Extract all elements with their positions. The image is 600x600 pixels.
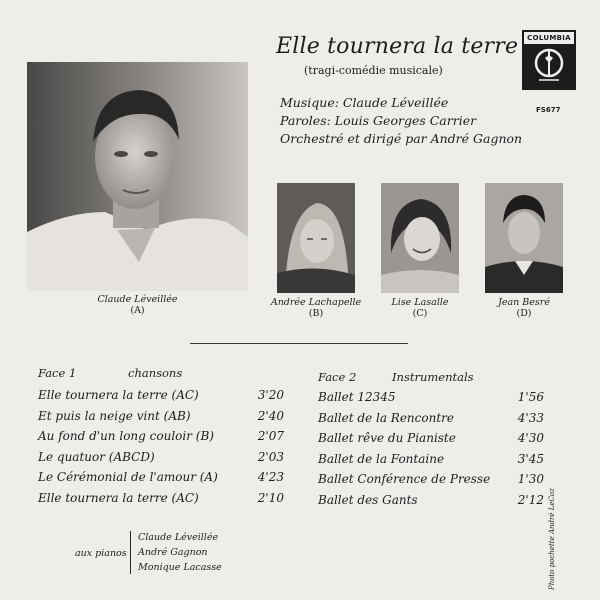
track-duration: 3'20: [257, 388, 284, 402]
track-row: [318, 408, 544, 429]
track-row: [38, 426, 284, 447]
label-name: COLUMBIA: [524, 32, 574, 44]
pianos-label: aux pianos: [75, 548, 127, 559]
divider-rule: [190, 343, 408, 344]
track-duration: 4'30: [517, 431, 544, 446]
track-row: [38, 406, 284, 427]
pianos-divider: [130, 531, 131, 574]
credit-music: Musique: Claude Léveillée: [280, 95, 449, 110]
side2-category: Instrumentals: [392, 370, 474, 384]
pianos-names: [138, 530, 222, 575]
track-title: Ballet Conférence de Presse: [318, 472, 491, 487]
track-row: [318, 469, 544, 490]
track-duration: 2'10: [257, 490, 284, 505]
caption-name: Andrée Lachapelle: [270, 297, 362, 308]
walking-eye-icon: [531, 46, 567, 84]
track-title: Et puis la neige vint (AB): [38, 408, 191, 423]
portrait-jean-besre: [485, 183, 563, 293]
track-row: [318, 490, 544, 511]
caption-letter: (D): [516, 308, 532, 319]
caption-name: Lise Lasalle: [391, 297, 449, 308]
track-duration: 2'07: [257, 429, 284, 444]
caption-cast-1: [262, 297, 370, 319]
track-title: Ballet de la Rencontre: [318, 410, 454, 425]
track-duration: 2'40: [257, 408, 284, 423]
side1-category: chansons: [128, 366, 183, 380]
track-title: Elle tournera la terre (AC): [38, 388, 199, 402]
catalog-number: FS677: [536, 106, 561, 114]
caption-cast-3: [470, 297, 578, 319]
track-title: Ballet 12345: [318, 390, 396, 404]
track-duration: 2'03: [257, 449, 284, 464]
columbia-logo: [522, 30, 576, 90]
track-title: Ballet de la Fontaine: [318, 451, 445, 466]
track-row: [38, 467, 284, 488]
album-subtitle: (tragi-comédie musicale): [304, 64, 443, 77]
track-row: [318, 449, 544, 470]
side2-tracklist: [318, 387, 544, 511]
portrait-andree-lachapelle: [277, 183, 355, 293]
track-duration: 2'12: [517, 492, 544, 507]
photo-credit: Photo pochette André LeCoz: [548, 488, 556, 590]
pianist-name: Monique Lacasse: [138, 562, 222, 573]
track-row: [38, 488, 284, 509]
portrait-claude-leveillee: [27, 62, 248, 291]
credit-lyrics: Paroles: Louis Georges Carrier: [280, 113, 477, 128]
track-title: Elle tournera la terre (AC): [38, 490, 199, 505]
track-title: Au fond d'un long couloir (B): [38, 429, 214, 444]
side2-face: Face 2: [318, 370, 357, 384]
track-row: [318, 428, 544, 449]
caption-cast-2: [368, 297, 472, 319]
track-duration: 4'23: [257, 470, 284, 485]
track-row: [38, 385, 284, 406]
track-duration: 3'45: [517, 451, 544, 466]
album-title: Elle tournera la terre: [276, 34, 519, 59]
caption-letter: (A): [130, 305, 145, 316]
track-title: Le Cérémonial de l'amour (A): [38, 470, 218, 485]
caption-main: [27, 294, 248, 316]
side1-tracklist: [38, 385, 284, 509]
caption-name: Jean Besré: [498, 297, 550, 308]
pianist-name: André Gagnon: [138, 547, 208, 558]
portrait-lise-lasalle: [381, 183, 459, 293]
track-row: [318, 387, 544, 408]
track-duration: 1'56: [517, 390, 544, 404]
credit-orchestra: Orchestré et dirigé par André Gagnon: [280, 131, 523, 146]
track-duration: 1'30: [517, 472, 544, 487]
track-title: Le quatuor (ABCD): [38, 449, 155, 464]
caption-letter: (C): [412, 308, 428, 319]
album-credits: [280, 94, 522, 148]
track-title: Ballet des Gants: [318, 492, 418, 507]
track-row: [38, 447, 284, 468]
side1-face: Face 1: [38, 366, 77, 380]
track-title: Ballet rêve du Pianiste: [318, 431, 456, 446]
pianist-name: Claude Léveillée: [138, 532, 219, 543]
caption-letter: (B): [308, 308, 324, 319]
track-duration: 4'33: [517, 410, 544, 425]
caption-name: Claude Léveillée: [97, 294, 178, 305]
